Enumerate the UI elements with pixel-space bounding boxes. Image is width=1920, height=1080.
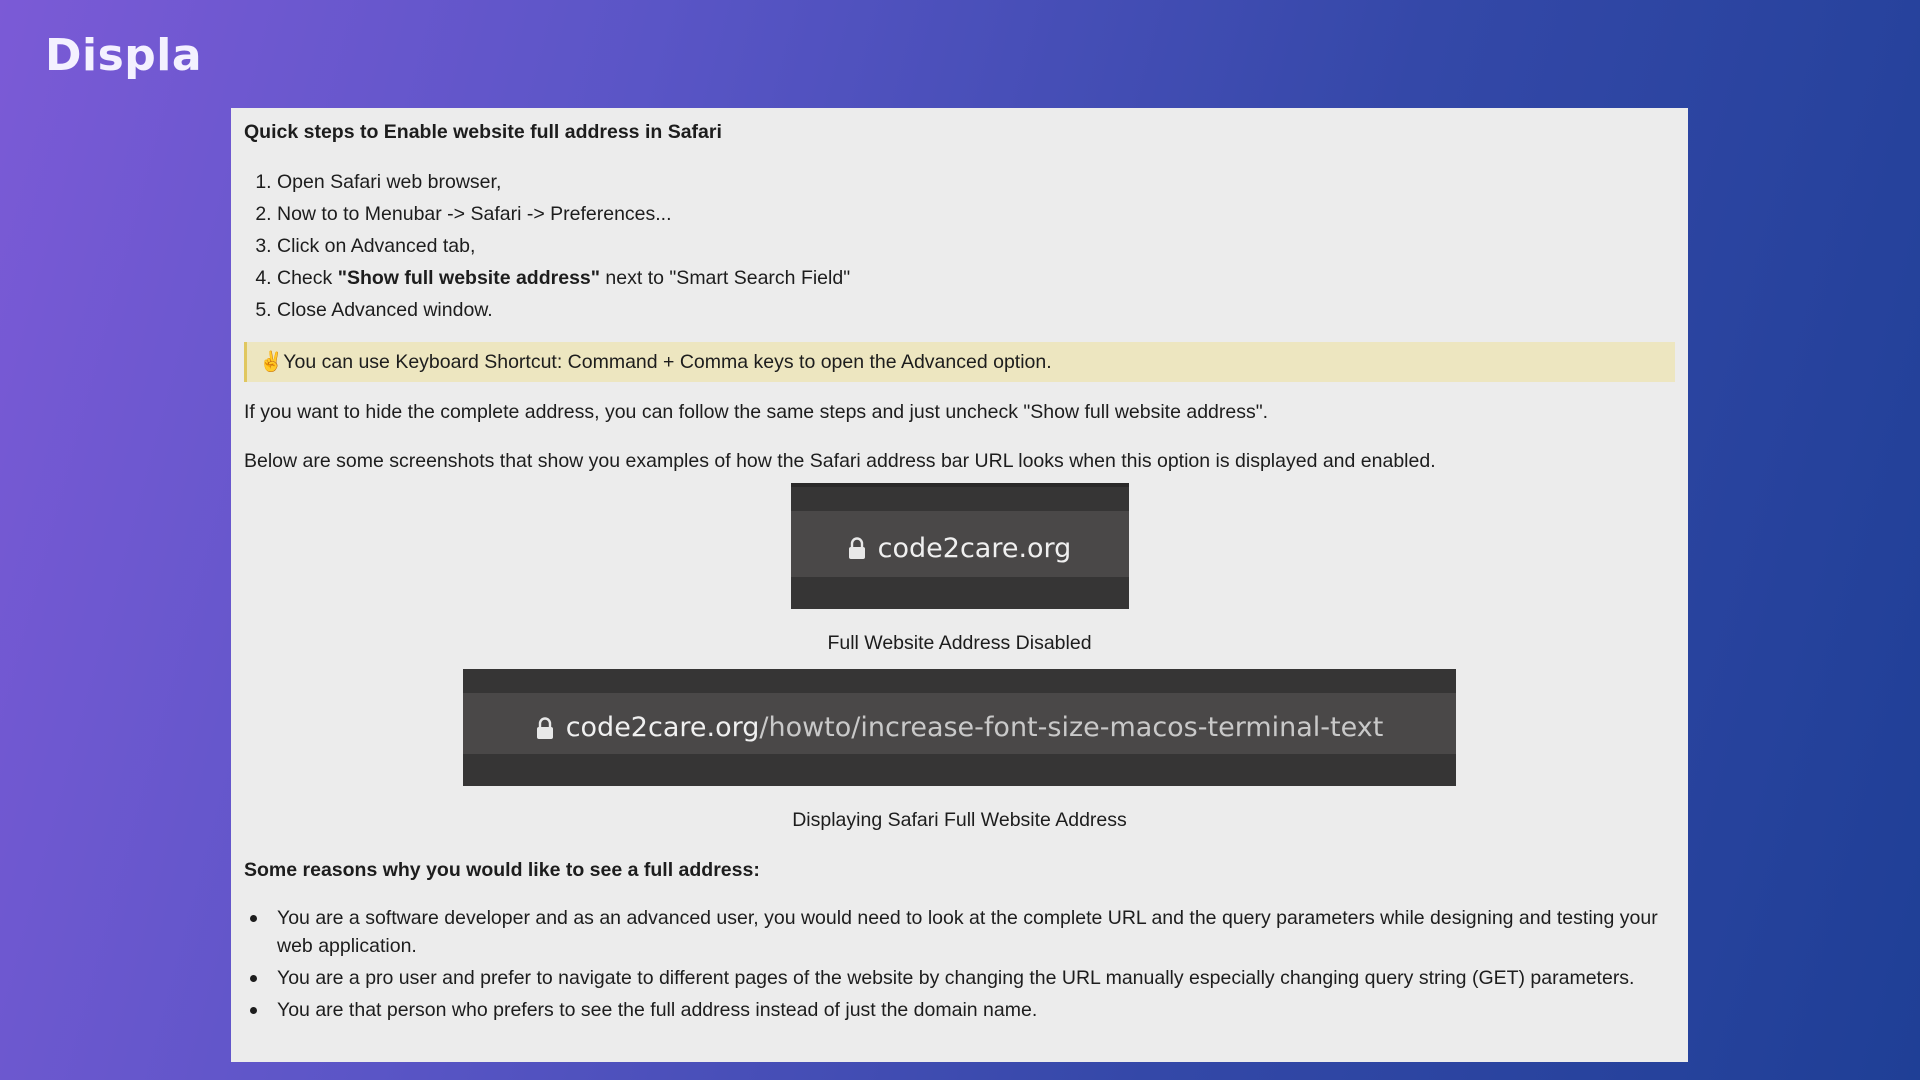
step-item	[277, 294, 1675, 326]
step-item	[277, 198, 1675, 230]
list-item: You are a software developer and as an advanced user, you would need to look at the complete URL and the query parameters while designing and testing your web application.	[277, 904, 1675, 960]
article-screenshot	[231, 108, 1688, 1062]
step-item	[277, 230, 1675, 262]
victory-hand-icon: ✌️	[259, 351, 284, 373]
step-bold-text: "Show full website address"	[337, 267, 601, 289]
figure-enabled	[244, 655, 1675, 832]
address-bar-full	[463, 669, 1456, 786]
reasons-heading: Some reasons why you would like to see a full address:	[244, 859, 760, 881]
step-item	[277, 262, 1675, 294]
step-text: Close Advanced window.	[277, 299, 493, 321]
list-item: You are that person who prefers to see the full address instead of just the domain name.	[277, 996, 1675, 1024]
step-item	[277, 166, 1675, 198]
figure-caption: Full Website Address Disabled	[827, 632, 1092, 654]
figure-disabled	[244, 474, 1675, 655]
url-domain: code2care.org	[565, 712, 760, 743]
steps-list	[244, 166, 1675, 326]
reasons-list	[244, 904, 1675, 1024]
address-bar-url: code2care.org	[877, 532, 1072, 564]
lock-icon	[848, 537, 866, 559]
lock-icon	[536, 717, 554, 739]
list-item: You are a pro user and prefer to navigate to different pages of the website by changing the URL manually especially changing query string (GET) parameters.	[277, 964, 1675, 992]
step-text: Now to to Menubar -> Safari -> Preferences...	[277, 203, 672, 225]
article-heading: Quick steps to Enable website full address in Safari	[244, 121, 722, 143]
shortcut-note	[244, 342, 1675, 382]
url-path: /howto/increase-font-size-macos-terminal-text	[759, 712, 1384, 743]
step-text: Click on Advanced tab,	[277, 235, 476, 257]
address-bar-url	[566, 712, 1384, 743]
step-text: next to "Smart Search Field"	[600, 267, 851, 289]
note-text: You can use Keyboard Shortcut: Command + Comma keys to open the Advanced option.	[283, 351, 1052, 373]
figure-caption: Displaying Safari Full Website Address	[792, 809, 1127, 831]
hide-address-paragraph: If you want to hide the complete address, you can follow the same steps and just uncheck "Show full website address".	[244, 401, 1269, 423]
slide-title: Displa	[45, 30, 203, 81]
step-text: Open Safari web browser,	[277, 171, 502, 193]
address-bar-short	[791, 483, 1129, 609]
screenshots-intro-paragraph: Below are some screenshots that show you examples of how the Safari address bar URL looks when this option is displayed and enabled.	[244, 450, 1436, 472]
step-text: Check	[277, 267, 338, 289]
